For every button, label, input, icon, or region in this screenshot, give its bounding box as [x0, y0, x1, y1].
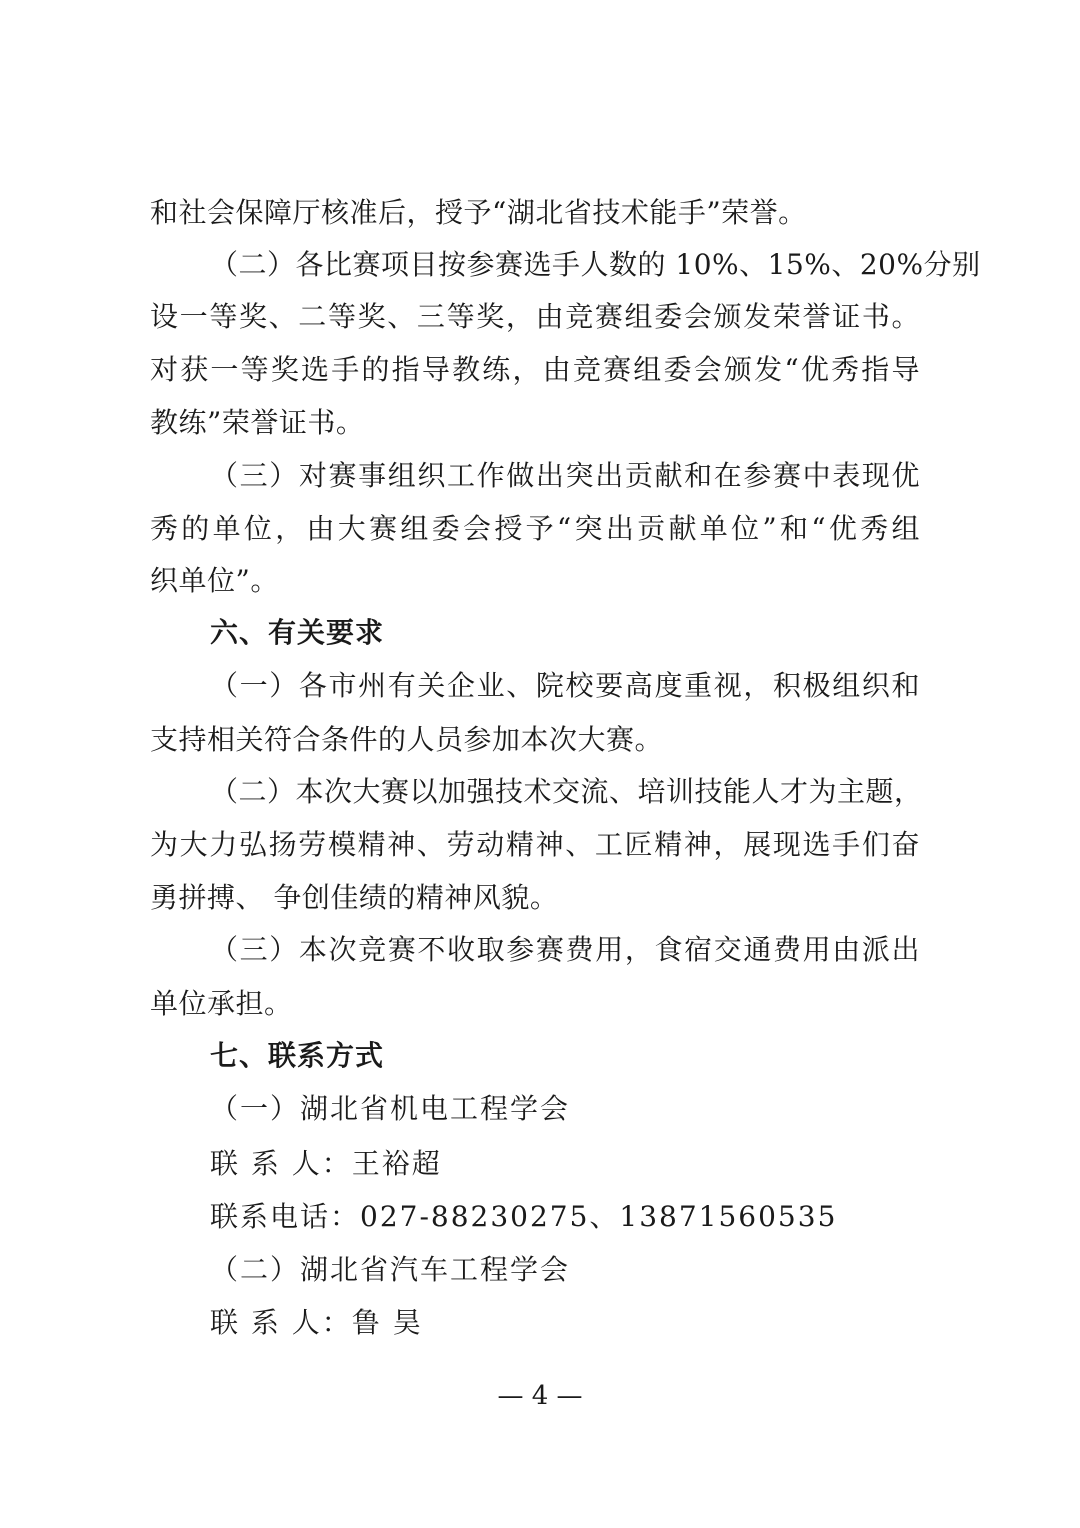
- organization-name: （二）湖北省汽车工程学会: [210, 1253, 571, 1286]
- paragraph-line: （二）各比赛项目按参赛选手人数的 10%、15%、20%分别: [210, 248, 981, 281]
- page-number: — 4 —: [497, 1381, 583, 1411]
- contact-person: 联 系 人：王裕超: [210, 1147, 442, 1180]
- paragraph-line: （三）本次竞赛不收取参赛费用，食宿交通费用由派出: [210, 933, 920, 966]
- paragraph-line: 勇拼搏、 争创佳绩的精神风貌。: [150, 881, 559, 914]
- paragraph-line: （三）对赛事组织工作做出突出贡献和在参赛中表现优: [210, 459, 920, 492]
- paragraph-line: 单位承担。: [150, 987, 293, 1020]
- paragraph-line: 教练”荣誉证书。: [150, 406, 365, 439]
- section-heading: 六、有关要求: [210, 616, 385, 649]
- paragraph-line: 对获一等奖选手的指导教练，由竞赛组委会颁发“优秀指导: [150, 353, 920, 386]
- paragraph-line: 设一等奖、二等奖、三等奖，由竞赛组委会颁发荣誉证书。: [150, 300, 920, 333]
- paragraph-line: 支持相关符合条件的人员参加本次大赛。: [150, 723, 664, 756]
- organization-name: （一）湖北省机电工程学会: [210, 1092, 571, 1125]
- paragraph-line: 秀的单位，由大赛组委会授予“突出贡献单位”和“优秀组: [150, 512, 920, 545]
- paragraph-line: （一）各市州有关企业、院校要高度重视，积极组织和: [210, 669, 920, 702]
- paragraph-line: 织单位”。: [150, 564, 279, 597]
- contact-person: 联 系 人：鲁 昊: [210, 1306, 423, 1339]
- section-heading: 七、联系方式: [210, 1039, 385, 1072]
- paragraph-line: 和社会保障厅核准后，授予“湖北省技术能手”荣誉。: [150, 196, 807, 229]
- paragraph-line: （二）本次大赛以加强技术交流、培训技能人才为主题，: [210, 775, 923, 808]
- paragraph-line: 为大力弘扬劳模精神、劳动精神、工匠精神，展现选手们奋: [150, 828, 920, 861]
- contact-phone: 联系电话：027-88230275、13871560535: [210, 1200, 838, 1233]
